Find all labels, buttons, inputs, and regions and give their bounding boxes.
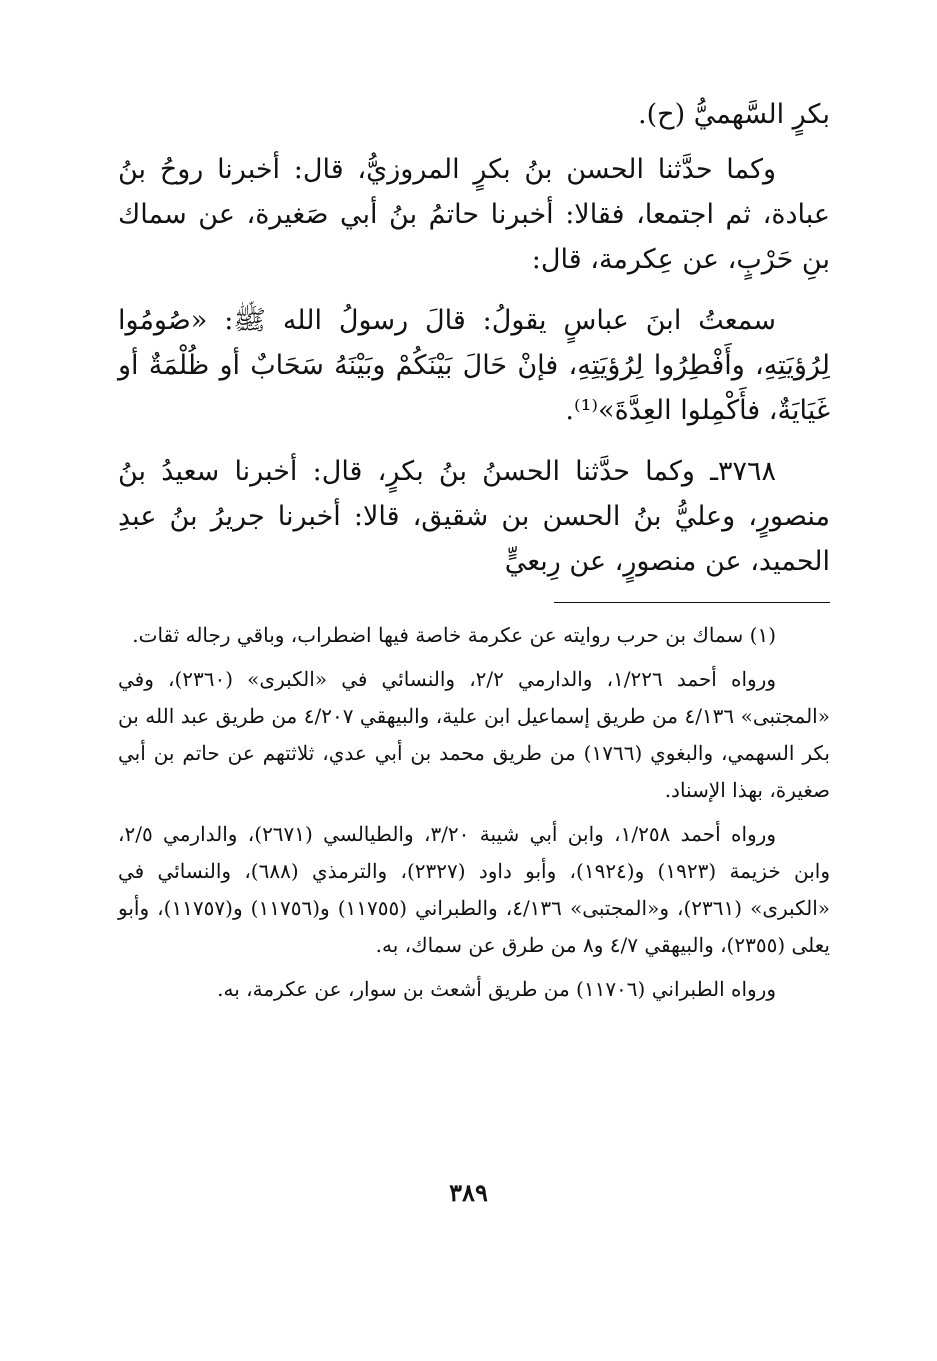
main-paragraph-2: وكما حدَّثنا الحسن بنُ بكرٍ المروزيُّ، قال: أخبرنا روحُ بنُ عبادة، ثم اجتمعا، فقالا: أخبرنا حاتمُ بنُ أبي صَغيرة، عن سماك بنِ حَرْبٍ، عن عِكرمة، قال: xyxy=(118,154,830,275)
footnote-takhrij-2: ورواه أحمد ١/٢٥٨، وابن أبي شيبة ٣/٢٠، والطيالسي (٢٦٧١)، والدارمي ٢/٥، وابن خزيمة (١٩٢٣) و(١٩٢٤)، وأبو داود (٢٣٢٧)، والترمذي (٦٨٨)، والنسائي في «الكبرى» (٢٣٦١)، و«المجتبى» ٤/١٣٦، والطبراني (١١٧٥٥) و(١١٧٥٦) و(١١٧٥٧)، وأبو يعلى (٢٣٥٥)، والبيهقي ٤/٧ و٨ من طرق عن سماك، به. xyxy=(118,822,831,957)
footnote-1: (١) سماك بن حرب روايته عن عكرمة خاصة فيها اضطراب، وباقي رجاله ثقات. xyxy=(132,623,776,647)
footnote-separator xyxy=(554,602,830,603)
footnote-takhrij-1: ورواه أحمد ١/٢٢٦، والدارمي ٢/٢، والنسائي في «الكبرى» (٢٣٦٠)، وفي «المجتبى» ٤/١٣٦ من طريق إسماعيل ابن علية، والبيهقي ٤/٢٠٧ من طريق عبد الله بن بكر السهمي، والبغوي (١٧٦٦) من طريق محمد بن أبي عدي، ثلاثتهم عن حاتم بن أبي صغيرة، بهذا الإسناد. xyxy=(118,667,830,802)
page-body xyxy=(118,92,830,1008)
main-paragraph-1: بكرٍ السَّهميُّ (ح). xyxy=(638,99,830,130)
main-paragraph-3-hadith: سمعتُ ابنَ عباسٍ يقولُ: قالَ رسولُ الله ﷺ: «صُومُوا لِرُؤيَتِهِ، وأَفْطِرُوا لِرُؤيَتِهِ، فإنْ حَالَ بَيْنَكُمْ وبَيْنَهُ سَحَابٌ أو ظُلْمَةٌ أو غَيَايَةٌ، فأَكْمِلوا العِدَّةَ»⁽¹⁾. xyxy=(118,305,830,426)
main-paragraph-4-hadith-3768: ٣٧٦٨ـ وكما حدَّثنا الحسنُ بنُ بكرٍ، قال: أخبرنا سعيدُ بنُ منصورٍ، وعليُّ بنُ الحسن بن شقيق، قالا: أخبرنا جريرُ بنُ عبدِ الحميد، عن منصورٍ، عن رِبعيٍّ xyxy=(118,456,830,577)
footnote-takhrij-3: ورواه الطبراني (١١٧٠٦) من طريق أشعث بن سوار، عن عكرمة، به. xyxy=(217,977,776,1001)
page-number: ٣٨٩ xyxy=(449,1178,488,1207)
